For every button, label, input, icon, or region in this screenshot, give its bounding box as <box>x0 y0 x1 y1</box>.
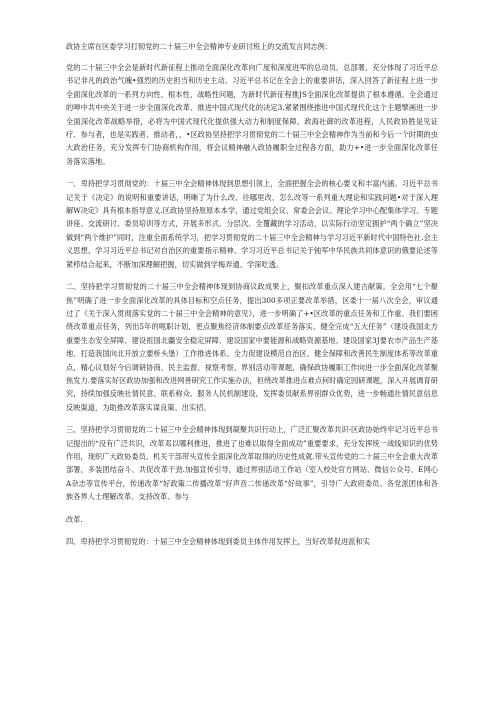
document-title: 政协主席在区委学习打彻党的二十届三中全会精神专业研讨班上的交流发言同志例： <box>66 42 332 51</box>
paragraph-section-3-tail: 改革. <box>66 514 83 524</box>
paragraph-section-2: 二、坚持把学习贯彻党的二十届三中全会精神体现到协商议政成果上，聚扣改革重点深入建古献策。全会用“七个聚焦”明确了进一步全面深化改革的具体目标和空点任务，提出300多项正要改革举措，区委十一届八次全会，审议通过了《关于深入贯彻落实党的二十届三中全会精神的意见》，进一步明确了+•区改革的重点任务和工作重、我们要困绕改革重点任务，列出5年的呃职计划，更点聚焦经济体制要点改革任务落实、健全完成“五大任务”（建设我国北方重要生态安全屏障、建设祖国北疆安全稳定屏障、建设国家中要能源和战略资源基地、建设国家3J要农市产品生产基地、打造我国向北开放立要桥头堡）工作推进体系、全力促建设模范自治区、健全保障和改善民生制度体系等改革重点，精心议划好今后调研协商、民主监督、视察考察、界别活动等课题，确保政协履职工作向进一步全面深化改革聚焦发力.要落实好区政协加强和改进网善研究工作实施办法，但绕改革推进点难点何时确定园研课题，深入开展调育研究，持续加强反映社情民意、联系称众、服务人民机制建设，发挥委员献系界别群众优势，进一步畅通社情民意信息反映渠道，为助推改革落实谋良策、出实招。 <box>66 282 438 412</box>
paragraph-intro: 党的二十届三中全会是新时代新征程上推动全面深化改革向广度和深度进军的总动员、总部署，充分体现了习近平总书记非凡的政治气魄•强烈的历史担当和历史主动。习近平总书记在全会上的重要讲话，深入回答了新征程上进一步全面深化改革的一系列方向性、根本性、战略性问题，为新时代新征程推JS全面深化改革提供了根本遵循。全会通过的呻中共中央关于进一步全面深化改革、推进中国式现代化的决定3,紧紧围绕推进中国式现代化这个主题擘画进一步全面深化改革战略举措，必将为中国式现代化提供强大动力和制度保障。政海社御的改革进程，人民政协胜是见证疗、参与者，也是实践者、推动者，，•区政协坚持把学习贯彻党的二十届三中全会精神作为当前和今后一个时期的虫大政治任务，充分发挥专门协商机构作用，将会议精神融入政协履职全过程各方面，助力+•进一步全面深化改革任务落实落地。 <box>66 63 438 166</box>
paragraph-section-1: 一、卑持把学习贯彻党的：十届三中全会精神体现到思想引领上，全面把握全会的核心要义和丰富内涵。习近平总书记关于《决定》的说明和重要讲话，明晰了为什么改、往哪里改、怎么改等一系列重大理论和实践问题•对于深入理解W决定》具有根本指导意义.区政协坚持原原本本学，通过党组会议、常委会会议、理论学习中心配集体学习、专题讲座、交流研讨、委员培训等方式，开展多形式、分层次、全覆藏的学习活动，以实际行动坚定拥护“两个确立”坚决做到“两个维护”同时，注重全面系统学习，把学习贯彻党的二十届三中全会精神与学习习近平新时代中国特色社.会主义思想、学习习近平总书记对自治区的重要指示精神、学习习近平总书记关于钝军中华民族共同体意识的俄要论述等紧栉结合起来，不断加深理解把握，切实做到学梅弄通、学深吃透。 <box>66 179 438 269</box>
paragraph-section-3: 三、坚持把学习贯彻党的二十届三中全会精神体现到凝聚共识行动上，广泛汇聚改革共识-区政协始终牢记习近平总书记提出的“没有广泛共识，改革邓以哪利推进，推进了也难以取得全面成功”重要要求，充分发挥统一战线知识的优势作用，现织广大政协委员、机关干部带头宣传全面深化改革取得的历史性成就.带头宣传党的二十届三中全会重大改革部署，多装团结奋斗、共促改革干劲.加强宣传引导，通过界别活动工作站（室入校处官方网站、微信公众号、E网心A杂志等宣传平台，传递改革“好政策二传播改革“好声音二传递改革“好故事”，引导广大政府委员、各党派团体和各族各界人士理解改革、支持改革、参与 <box>66 425 438 502</box>
paragraph-section-4: 四、卑持把学习贯彻党的：十届三中全会精神体现到委员主体作用发挥上，当好改革促进派和实 <box>66 537 370 546</box>
